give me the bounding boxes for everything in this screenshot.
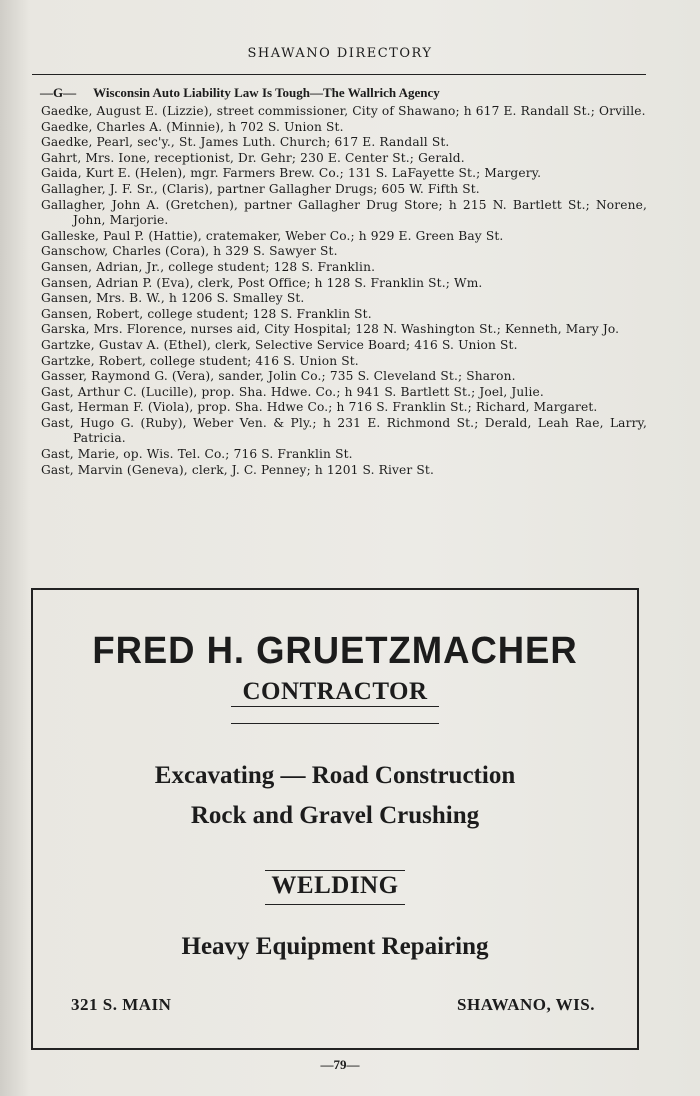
directory-entry: Gaedke, Charles A. (Minnie), h 702 S. Union St. [41, 119, 344, 134]
header-rule [32, 74, 646, 75]
directory-entry: Gallagher, J. F. Sr., (Claris), partner Gallagher Drugs; 605 W. Fifth St. [41, 181, 480, 196]
ad-divider [231, 723, 439, 724]
directory-entry: Gansen, Robert, college student; 128 S. Franklin St. [41, 306, 372, 321]
directory-entry: Gartzke, Gustav A. (Ethel), clerk, Selective Service Board; 416 S. Union St. [41, 337, 518, 352]
page-number: —79— [320, 1057, 360, 1072]
ad-services-excavating: Excavating — Road Construction [154, 762, 516, 789]
section-letter: —G— [40, 85, 77, 100]
directory-entry: Gaedke, August E. (Lizzie), street commissioner, City of Shawano; h 617 E. Randall St.; Orville. [41, 104, 646, 118]
directory-entry: Gast, Hugo G. (Ruby), Weber Ven. & Ply.; h 231 E. Richmond St.; Derald, Leah Rae, Larry, Patricia. [41, 415, 647, 446]
directory-entry: Gansen, Mrs. B. W., h 1206 S. Smalley St. [41, 291, 305, 306]
ad-city: SHAWANO, WIS. [457, 995, 595, 1014]
tagline-text: Wisconsin Auto Liability Law Is Tough—The Wallrich Agency [93, 85, 440, 100]
directory-entry: Gasser, Raymond G. (Vera), sander, Jolin Co.; 735 S. Cleveland St.; Sharon. [41, 369, 516, 384]
directory-entry: Gahrt, Mrs. Ione, receptionist, Dr. Gehr; 230 E. Center St.; Gerald. [41, 150, 465, 165]
section-tagline [40, 85, 650, 101]
ad-company-name: FRED H. GRUETZMACHER [92, 630, 578, 672]
directory-entries [41, 104, 647, 478]
ad-contractor-label: CONTRACTOR [242, 678, 428, 705]
directory-entry: Gaedke, Pearl, sec'y., St. James Luth. Church; 617 E. Randall St. [41, 135, 450, 150]
directory-entry: Gast, Marie, op. Wis. Tel. Co.; 716 S. Franklin St. [41, 447, 353, 462]
ad-repair-label: Heavy Equipment Repairing [181, 933, 489, 960]
ad-welding-label: WELDING [271, 872, 399, 899]
directory-entry: Garska, Mrs. Florence, nurses aid, City Hospital; 128 N. Washington St.; Kenneth, Mary Jo. [41, 322, 620, 337]
directory-entry: Gartzke, Robert, college student; 416 S. Union St. [41, 353, 359, 368]
ad-divider [265, 870, 405, 871]
directory-entry: Gaida, Kurt E. (Helen), mgr. Farmers Brew. Co.; 131 S. LaFayette St.; Margery. [41, 166, 542, 181]
ad-services-crushing: Rock and Gravel Crushing [190, 802, 480, 829]
directory-entry: Gast, Herman F. (Viola), prop. Sha. Hdwe Co.; h 716 S. Franklin St.; Richard, Margaret. [41, 400, 598, 415]
directory-entry: Gallagher, John A. (Gretchen), partner Gallagher Drug Store; h 215 N. Bartlett St.; Norene, John, Marjorie. [41, 197, 647, 228]
directory-entry: Ganschow, Charles (Cora), h 329 S. Sawyer St. [41, 244, 338, 259]
directory-entry: Gansen, Adrian, Jr., college student; 128 S. Franklin. [41, 259, 376, 274]
ad-divider [265, 904, 405, 905]
directory-entry: Gast, Arthur C. (Lucille), prop. Sha. Hdwe. Co.; h 941 S. Bartlett St.; Joel, Julie. [41, 384, 544, 399]
ad-address: 321 S. MAIN [71, 995, 172, 1014]
directory-entry: Gast, Marvin (Geneva), clerk, J. C. Penney; h 1201 S. River St. [41, 462, 434, 477]
directory-entry: Galleske, Paul P. (Hattie), cratemaker, Weber Co.; h 929 E. Green Bay St. [41, 228, 504, 243]
contractor-advertisement [31, 588, 639, 1050]
directory-entry: Gansen, Adrian P. (Eva), clerk, Post Office; h 128 S. Franklin St.; Wm. [41, 275, 483, 290]
ad-divider [231, 706, 439, 707]
page-header: SHAWANO DIRECTORY [247, 46, 433, 61]
